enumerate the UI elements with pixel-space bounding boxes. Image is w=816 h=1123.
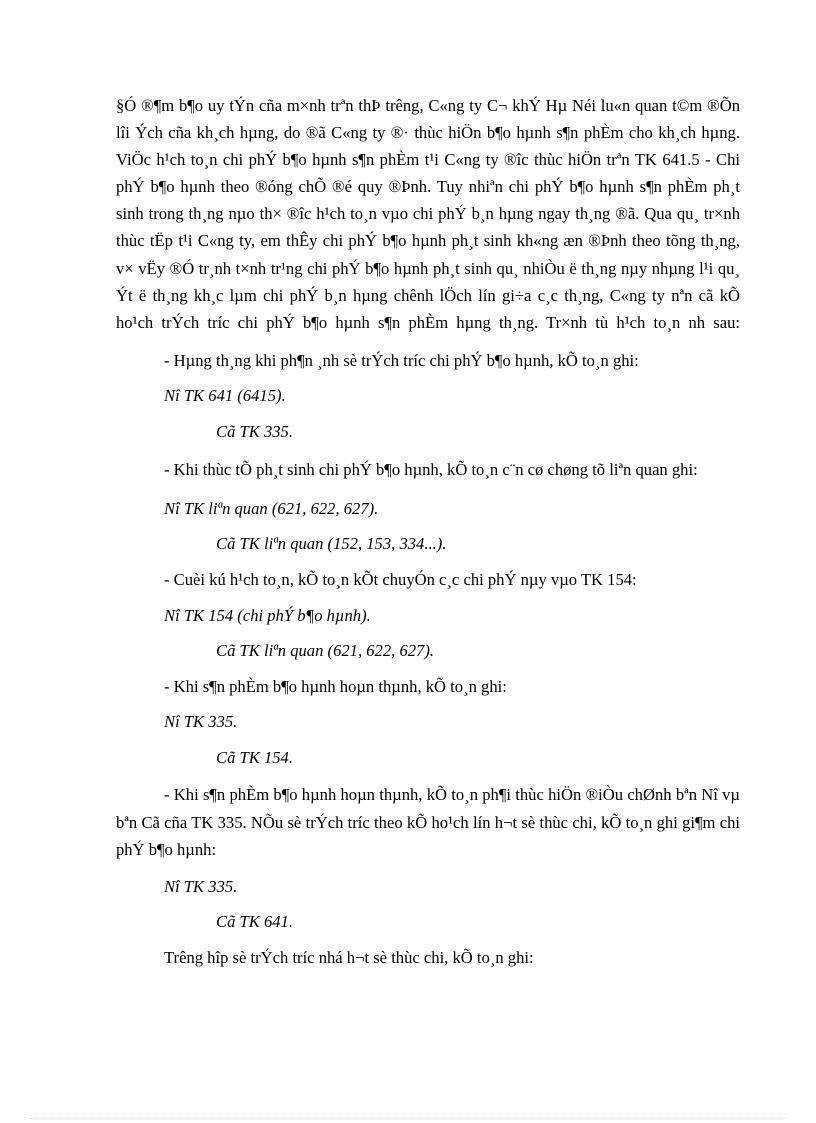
entry-2-credit: Cã TK liªn quan (152, 153, 334...).	[216, 534, 447, 554]
closing-text: Trêng hîp sè trÝch tríc nhá h¬t sè thùc chi, kÕ to¸n ghi:	[164, 947, 534, 967]
entry-1-debit: Nî TK 641 (6415).	[164, 386, 286, 406]
entry-2-debit: Nî TK liªn quan (621, 622, 627).	[164, 498, 379, 518]
entry-5-debit: Nî TK 335.	[164, 876, 238, 896]
intro-paragraph: §Ó ®¶m b¶o uy tÝn cña m×nh trªn thÞ trêng, C«ng ty C¬ khÝ Hµ Néi lu«n quan t©m ®Õn lîi Ých cña kh¸ch hµng, do ®ã C«ng ty ®· thùc hiÖn b¶o hµnh s¶n phÈm cho kh¸ch hµng. ViÖc h¹ch to¸n chi phÝ b¶o hµnh s¶n phÈm t¹i C«ng ty ®îc thùc hiÖn trªn TK 641.5 - Chi phÝ b¶o hµnh theo ®óng chÕ ®é quy ®Þnh. Tuy nhiªn chi phÝ b¶o hµnh s¶n phÈm ph¸t sinh trong th¸ng nµo th× ®îc h¹ch to¸n vµo chi phÝ b¸n hµng ngay th¸ng ®ã. Qua qu¸ tr×nh thùc tËp t¹i C«ng ty, em thÊy chi phÝ b¶o hµnh ph¸t sinh kh«ng æn ®Þnh theo tõng th¸ng, v× vËy ®Ó tr¸nh t×nh tr¹ng chi phÝ b¶o hµnh ph¸t sinh qu¸ nhiÒu ë th¸ng nµy nhµng l¹i qu¸ Ýt ë th¸ng kh¸c lµm chi phÝ b¸n hµng chênh lÖch lín gi÷a c¸c th¸ng, C«ng ty nªn cã kÕ ho¹ch trÝch tríc chi phÝ b¶o hµnh s¶n phÈm hµng th¸ng. Tr×nh tù h¹ch to¸n nh sau:	[116, 96, 740, 332]
entry-1-credit: Cã TK 335.	[216, 422, 293, 442]
entry-2-text: - Khi thùc tÕ ph¸t sinh chi phÝ b¶o hµnh, kÕ to¸n c¨n cø chøng tõ liªn quan ghi:	[164, 459, 698, 479]
entry-5-credit: Cã TK 641.	[216, 912, 293, 932]
entry-4-credit: Cã TK 154.	[216, 747, 293, 767]
entry-1-text: - Hµng th¸ng khi ph¶n ¸nh sè trÝch tríc chi phÝ b¶o hµnh, kÕ to¸n ghi:	[164, 350, 639, 370]
entry-3-credit: Cã TK liªn quan (621, 622, 627).	[216, 641, 435, 661]
entry-4-debit: Nî TK 335.	[164, 712, 238, 732]
entry-3-text: - Cuèi kú h¹ch to¸n, kÕ to¸n kÕt chuyÓn c¸c chi phÝ nµy vµo TK 154:	[164, 569, 637, 589]
entry-5-text: - Khi s¶n phÈm b¶o hµnh hoµn thµnh, kÕ to¸n ph¶i thùc hiÖn ®iÒu chØnh bªn Nî vµ bªn Cã cña TK 335. NÕu sè trÝch tríc theo kÕ ho¹ch lín h¬t sè thùc chi, kÕ to¸n ghi gi¶m chi phÝ b¶o hµnh:	[116, 785, 740, 859]
document-page	[116, 92, 740, 976]
entry-3-debit: Nî TK 154 (chi phÝ b¶o hµnh).	[164, 605, 371, 625]
page-bottom-divider	[30, 1118, 786, 1119]
entry-4-text: - Khi s¶n phÈm b¶o hµnh hoµn thµnh, kÕ to¸n ghi:	[164, 676, 507, 696]
